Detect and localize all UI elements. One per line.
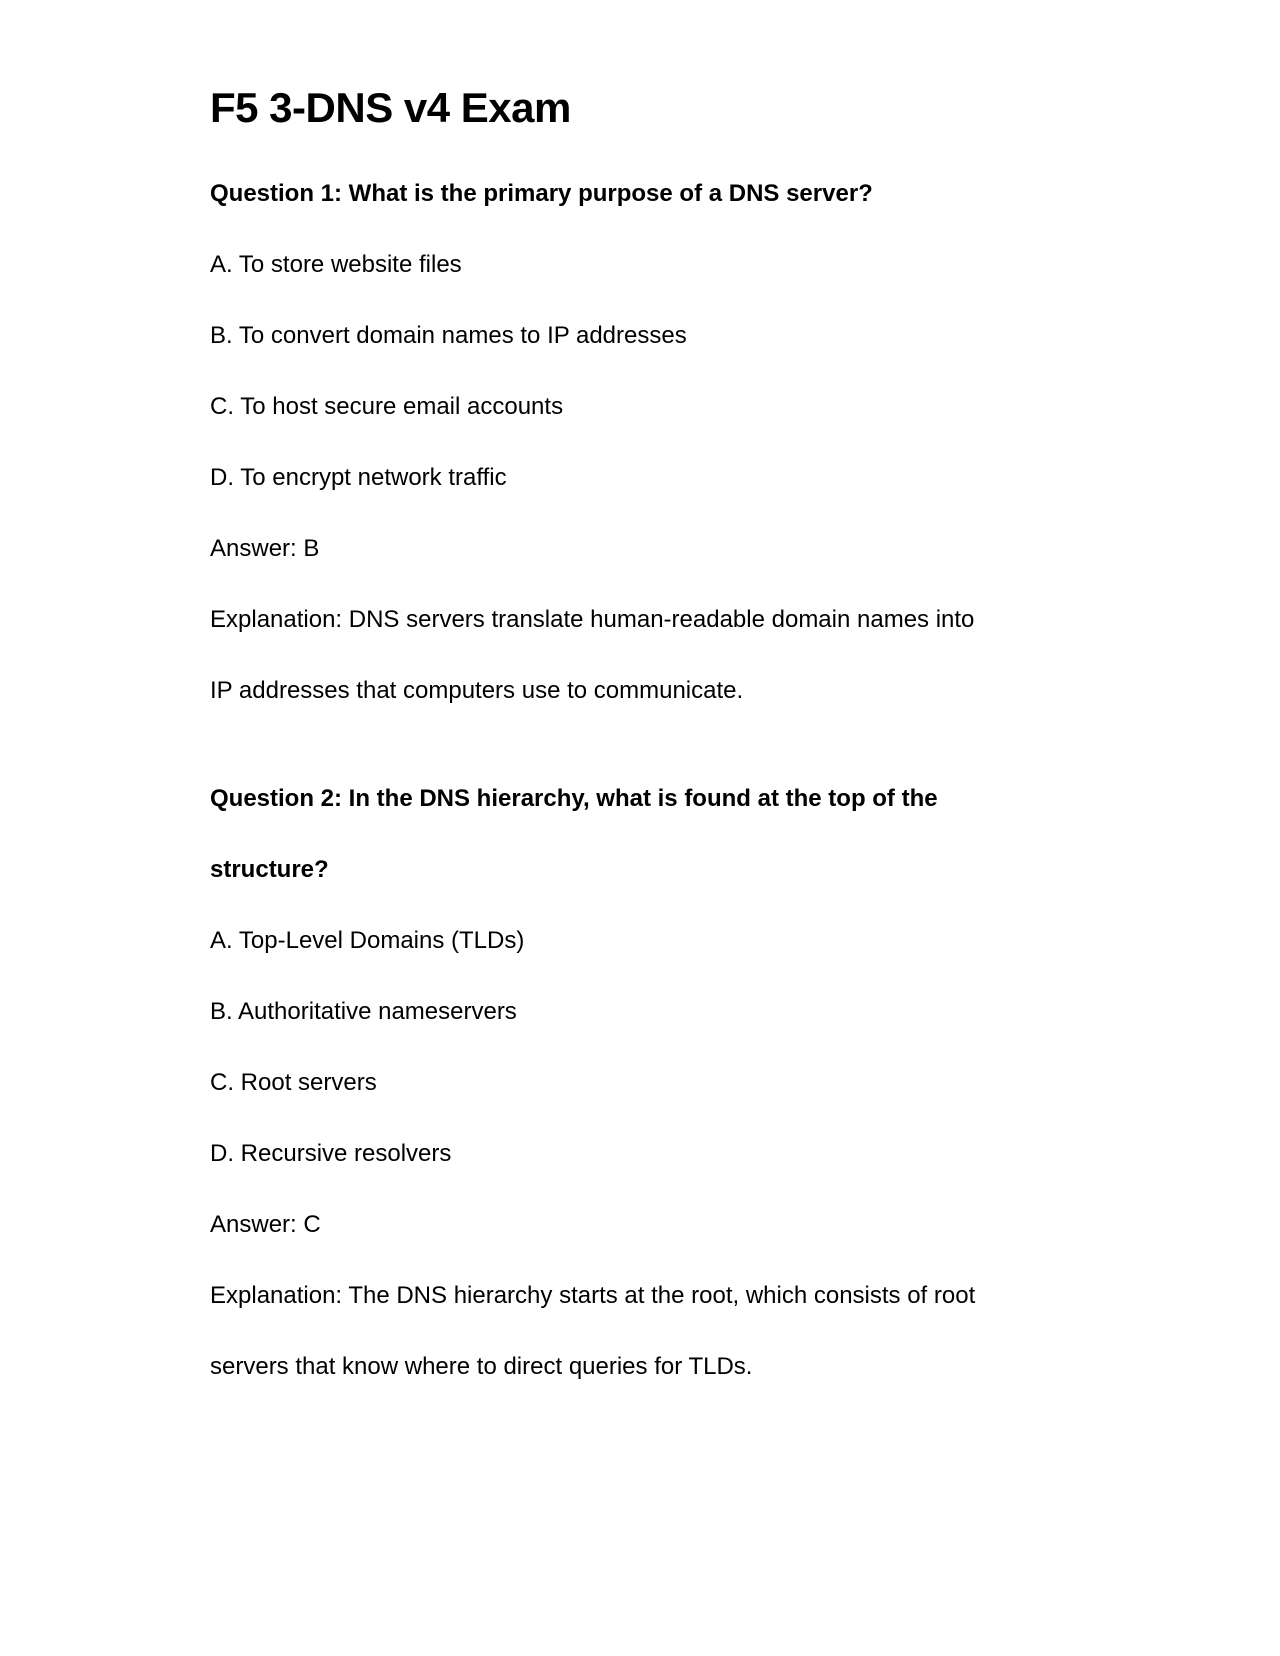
question-1-answer: Answer: B — [210, 535, 320, 562]
question-2-prompt-line-2: structure? — [210, 856, 329, 883]
question-separator — [210, 726, 1110, 763]
question-2-explanation-line-2: servers that know where to direct queries for TLDs. — [210, 1353, 753, 1380]
question-2-explanation-line-1: Explanation: The DNS hierarchy starts at the root, which consists of root — [210, 1282, 976, 1309]
document-content — [210, 78, 1110, 1402]
question-2-option-d: D. Recursive resolvers — [210, 1140, 452, 1167]
question-1-option-a: A. To store website files — [210, 251, 462, 278]
question-1-explanation-line-1: Explanation: DNS servers translate human-readable domain names into — [210, 606, 975, 633]
question-2-option-b: B. Authoritative nameservers — [210, 998, 517, 1025]
question-1-option-b: B. To convert domain names to IP addresses — [210, 322, 687, 349]
question-2-option-a: A. Top-Level Domains (TLDs) — [210, 927, 525, 954]
question-1-prompt: Question 1: What is the primary purpose of a DNS server? — [210, 180, 873, 207]
question-1-option-d: D. To encrypt network traffic — [210, 464, 507, 491]
question-1-option-c: C. To host secure email accounts — [210, 393, 564, 420]
document-title: F5 3-DNS v4 Exam — [210, 84, 571, 131]
question-1-explanation-line-2: IP addresses that computers use to communicate. — [210, 677, 744, 704]
question-2-prompt-line-1: Question 2: In the DNS hierarchy, what is found at the top of the — [210, 785, 938, 812]
question-1 — [210, 158, 1110, 726]
question-2 — [210, 763, 1110, 1402]
question-2-option-c: C. Root servers — [210, 1069, 377, 1096]
question-2-answer: Answer: C — [210, 1211, 321, 1238]
